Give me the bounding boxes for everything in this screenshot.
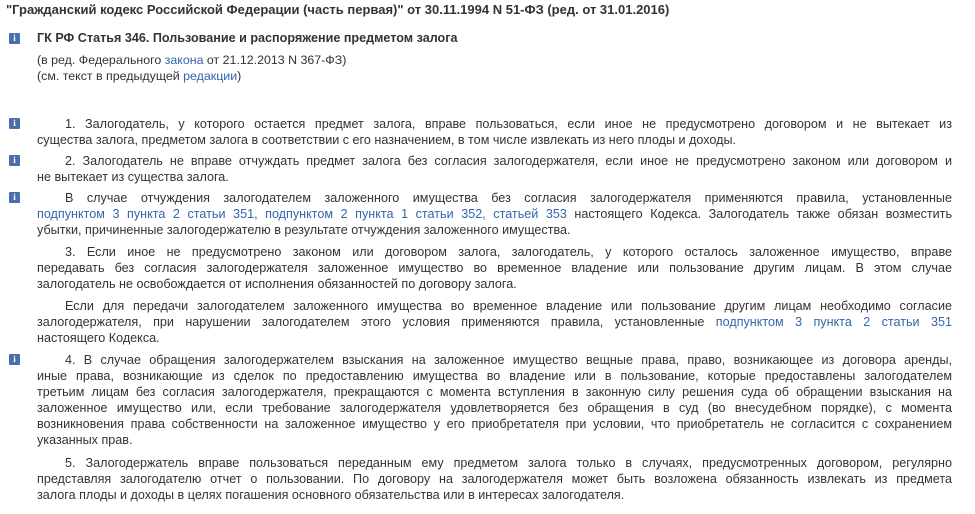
info-icon[interactable]: i	[9, 354, 20, 365]
info-icon[interactable]: i	[9, 192, 20, 203]
paragraph-line: заложенное имущество или, если требование залогодержателя удовлетворяется без обращения в суд (во внесудебном порядке), с момента	[37, 401, 952, 415]
paragraph-line: Если для передачи залогодателем заложенного имущества во временное владение или пользование другим лицам необходимо согласие	[65, 299, 952, 313]
law-reference-link[interactable]: статьей 353	[493, 207, 567, 221]
paragraph-line: залогодатель не освобождается от исполнения обязанностей по договору залога.	[37, 277, 517, 291]
edition-note	[37, 53, 346, 67]
paragraph-line: возникновения права собственности на заложенное имущество у его приобретателя при условии, что приобретатель не согласится с сохранением	[37, 417, 952, 431]
info-icon[interactable]: i	[9, 33, 20, 44]
paragraph-text: настоящего Кодекса. Залогодатель также обязан возместить	[566, 207, 953, 221]
law-reference-link[interactable]: подпунктом 3 пункта 2 статьи 351	[37, 207, 255, 221]
paragraph-line	[37, 314, 952, 330]
link-separator: ,	[482, 207, 494, 221]
paragraph-6	[37, 352, 952, 448]
paragraph-5	[37, 298, 952, 346]
law-reference-link[interactable]: подпунктом 3 пункта 2 статьи 351	[715, 315, 952, 329]
paragraph-line: представляя залогодателю отчет о пользовании. По договору на залогодержателя может быть возложена обязанность извлекать из предмета	[37, 472, 952, 486]
previous-edition-prefix: (см. текст в предыдущей	[37, 69, 184, 83]
paragraph-line: 4. В случае обращения залогодержателем взыскания на заложенное имущество вещные права, право, возникающее из договора аренды,	[65, 353, 952, 367]
paragraph-line: залога плоды и доходы в целях погашения основного обязательства или в интересах залогодателя.	[37, 488, 625, 502]
paragraph-line: В случае отчуждения залогодателем заложенного имущества без согласия залогодержателя применяются правила, установленные	[65, 191, 952, 205]
paragraph-4	[37, 244, 952, 292]
paragraph-line: иные права, возникающие из сделок по предоставлению имущества во владение или в пользование, которые предоставлены залогодателем	[37, 369, 952, 383]
paragraph-7	[37, 455, 952, 503]
paragraph-1	[37, 116, 952, 148]
paragraph-line: убытки, причиненные залогодержателю в результате отчуждения заложенного имущества.	[37, 223, 571, 237]
law-reference-link[interactable]: подпунктом 2 пункта 1 статьи 352	[265, 207, 483, 221]
paragraph-line: существа залога, предметом залога в соответствии с его назначением, в том числе извлекать из него плоды и доходы.	[37, 133, 737, 147]
previous-edition-note	[37, 69, 241, 83]
paragraph-line: 5. Залогодержатель вправе пользоваться переданным ему предметом залога только в случаях, предусмотренных договором, регулярно	[65, 456, 952, 470]
paragraph-line: 1. Залогодатель, у которого остается предмет залога, вправе пользоваться, если иное не предусмотрено договором и не вытекает из	[65, 117, 952, 131]
paragraph-line: передавать без согласия залогодержателя заложенное имущество во временное владение или пользование другим лицам. В этом случае	[37, 261, 952, 275]
info-icon[interactable]: i	[9, 118, 20, 129]
edition-law-link[interactable]: закона	[164, 53, 204, 67]
document-header: "Гражданский кодекс Российской Федерации (часть первая)" от 30.11.1994 N 51-ФЗ (ред. от 31.01.2016)	[6, 2, 670, 17]
paragraph-line	[37, 206, 952, 222]
paragraph-3	[37, 190, 952, 238]
link-separator: ,	[254, 207, 266, 221]
info-icon[interactable]: i	[9, 155, 20, 166]
paragraph-line: указанных прав.	[37, 433, 133, 447]
edition-note-prefix: (в ред. Федерального	[37, 53, 165, 67]
paragraph-2	[37, 153, 952, 185]
paragraph-line: 3. Если иное не предусмотрено законом или договором залога, залогодатель, у которого осталось заложенное имущество, вправе	[65, 245, 952, 259]
paragraph-text: залогодержателя, при нарушении залогодателем этого условия применяются правила, установленные	[37, 315, 716, 329]
paragraph-line: 2. Залогодатель не вправе отчуждать предмет залога без согласия залогодержателя, если иное не предусмотрено законом или договором и	[65, 154, 952, 168]
article-title: ГК РФ Статья 346. Пользование и распоряжение предметом залога	[37, 31, 458, 45]
paragraph-line: не вытекает из существа залога.	[37, 170, 229, 184]
previous-edition-link[interactable]: редакции	[183, 69, 238, 83]
edition-note-suffix: от 21.12.2013 N 367-ФЗ)	[203, 53, 347, 67]
paragraph-line: настоящего Кодекса.	[37, 331, 160, 345]
paragraph-line: третьим лицам без согласия залогодержателя, прекращаются с момента вступления в законную силу решения суда об обращении взыскания на	[37, 385, 952, 399]
previous-edition-suffix: )	[237, 69, 242, 83]
